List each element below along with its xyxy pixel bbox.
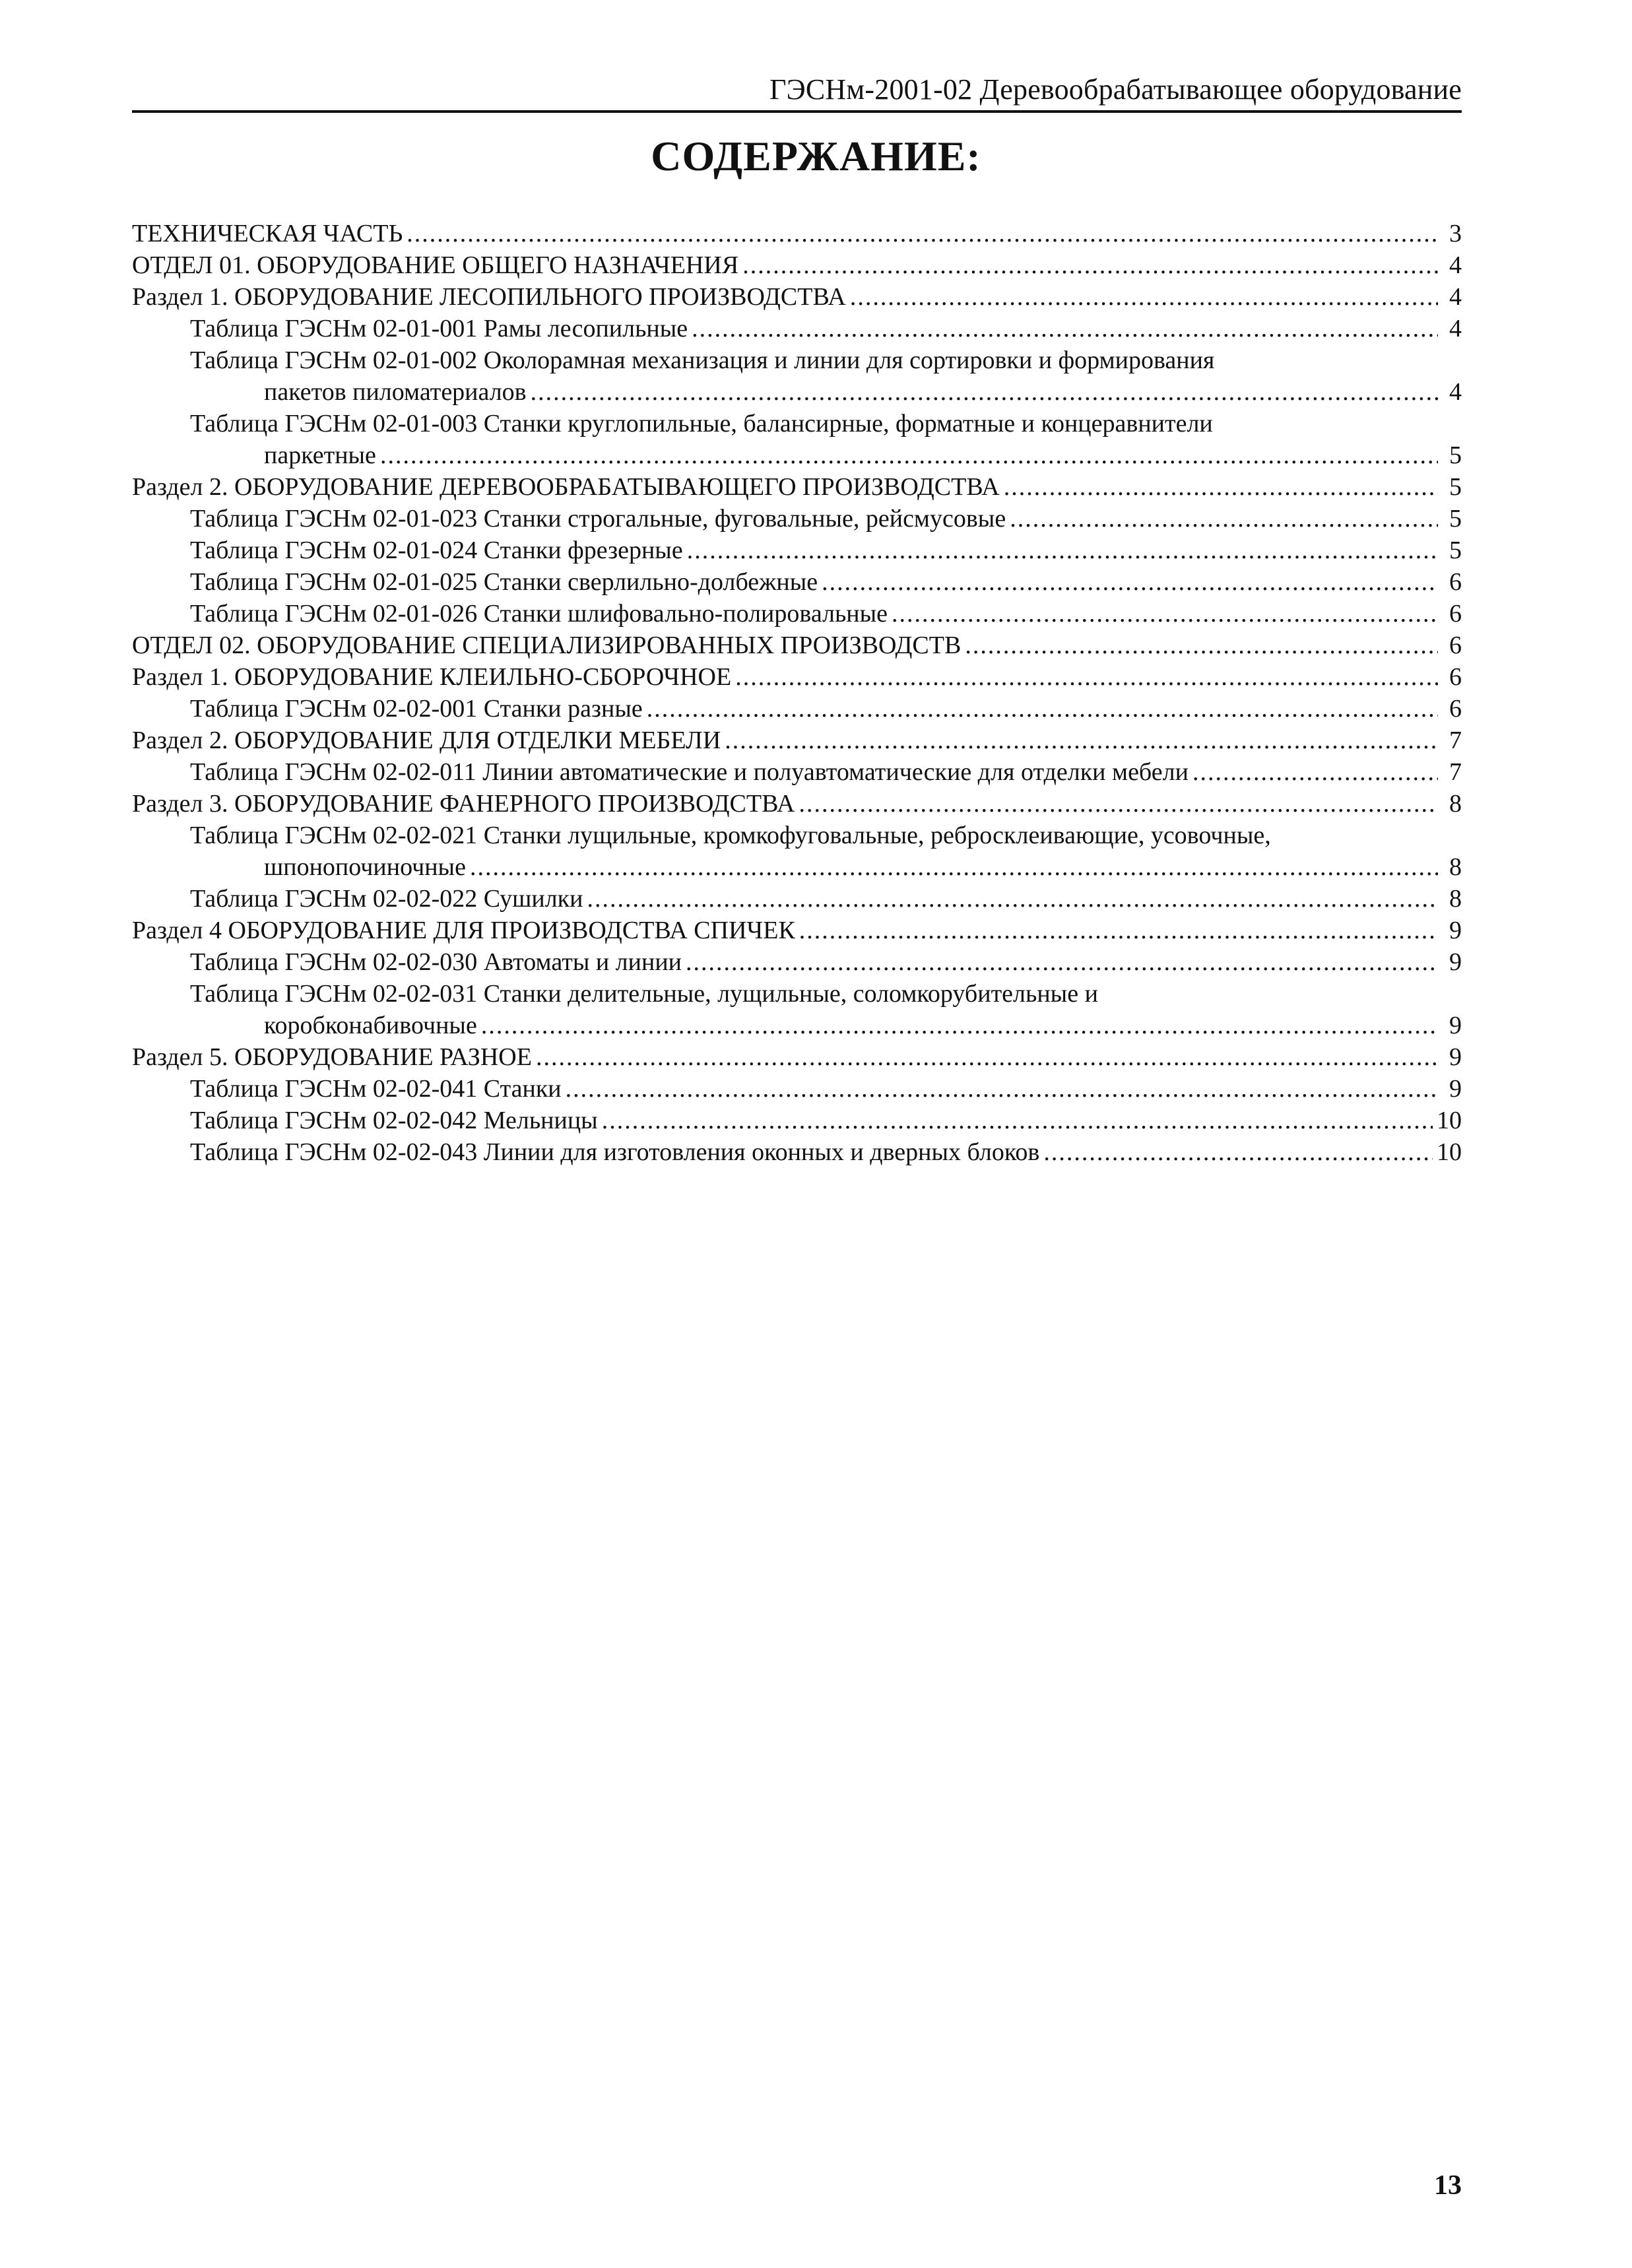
toc-entry-table-02-02-011[interactable] <box>132 756 1462 788</box>
toc-entry-table-02-02-001[interactable] <box>132 693 1462 725</box>
toc-entry-label: Таблица ГЭСНм 02-01-026 Станки шлифовально-полировальные <box>190 600 888 628</box>
toc-entry-label-line2: пакетов пиломатериалов <box>264 378 527 406</box>
toc-entry-label-line2: коробконабивочные <box>264 1012 477 1039</box>
toc-entry-label: ОТДЕЛ 01. ОБОРУДОВАНИЕ ОБЩЕГО НАЗНАЧЕНИЯ <box>132 251 739 279</box>
toc-entry-page: 5 <box>1449 536 1462 564</box>
dot-leader <box>1043 1136 1433 1163</box>
toc-entry-table-02-01-003[interactable] <box>132 408 1462 471</box>
toc-entry-table-02-02-031[interactable] <box>132 978 1462 1041</box>
toc-entry-label: Таблица ГЭСНм 02-01-025 Станки сверлильно-долбежные <box>190 568 818 596</box>
toc-entry-label: Раздел 5. ОБОРУДОВАНИЕ РАЗНОЕ <box>132 1043 532 1071</box>
dot-leader <box>725 725 1438 751</box>
dot-leader <box>686 946 1438 973</box>
toc-entry-table-02-01-024[interactable] <box>132 535 1462 566</box>
toc-entry-page: 4 <box>1449 251 1462 279</box>
toc-entry-label: Таблица ГЭСНм 02-02-001 Станки разные <box>190 695 643 723</box>
toc-entry-table-02-02-043[interactable] <box>132 1136 1462 1168</box>
dot-leader <box>799 788 1438 814</box>
toc-entry-page: 9 <box>1449 1043 1462 1071</box>
dot-leader <box>566 1073 1438 1099</box>
dot-leader <box>531 376 1438 403</box>
toc-entry-table-02-02-041[interactable] <box>132 1073 1462 1105</box>
toc-entry-table-02-02-042[interactable] <box>132 1105 1462 1136</box>
toc-entry-page: 4 <box>1449 315 1462 342</box>
toc-entry-label: Раздел 3. ОБОРУДОВАНИЕ ФАНЕРНОГО ПРОИЗВОДСТВА <box>132 790 795 818</box>
toc-entry-page: 6 <box>1449 600 1462 628</box>
toc-entry-label: Таблица ГЭСНм 02-02-022 Сушилки <box>190 885 583 913</box>
toc-entry-section-2-woodworking[interactable] <box>132 471 1462 503</box>
toc-entry-section-5-misc[interactable] <box>132 1041 1462 1073</box>
toc-entry-label: Раздел 1. ОБОРУДОВАНИЕ ЛЕСОПИЛЬНОГО ПРОИЗВОДСТВА <box>132 283 846 311</box>
toc-entry-page: 10 <box>1437 1138 1462 1166</box>
toc-entry-label: Таблица ГЭСНм 02-02-041 Станки <box>190 1075 562 1103</box>
toc-entry-section-2-furniture[interactable] <box>132 725 1462 756</box>
toc-entry-label: Таблица ГЭСНм 02-02-042 Мельницы <box>190 1107 598 1134</box>
toc-entry-label: ОТДЕЛ 02. ОБОРУДОВАНИЕ СПЕЦИАЛИЗИРОВАННЫХ ПРОИЗВОДСТВ <box>132 632 962 659</box>
toc-entry-page: 9 <box>1449 1012 1462 1039</box>
toc-entry-table-02-01-025[interactable] <box>132 566 1462 598</box>
toc-entry-table-02-01-002[interactable] <box>132 344 1462 408</box>
toc-entry-department-02[interactable] <box>132 630 1462 661</box>
toc-entry-page: 5 <box>1449 441 1462 469</box>
toc-entry-page: 4 <box>1449 378 1462 406</box>
running-header: ГЭСНм-2001-02 Деревообрабатывающее оборудование <box>769 73 1462 106</box>
toc-entry-page: 10 <box>1437 1107 1462 1134</box>
toc-entry-table-02-02-030[interactable] <box>132 946 1462 978</box>
toc-entry-label: Раздел 1. ОБОРУДОВАНИЕ КЛЕИЛЬНО-СБОРОЧНОЕ <box>132 663 732 691</box>
dot-leader <box>687 535 1438 561</box>
toc-entry-label: Таблица ГЭСНм 02-02-011 Линии автоматические и полуавтоматические для отделки мебели <box>190 758 1189 786</box>
toc-entry-page: 7 <box>1449 727 1462 754</box>
toc-entry-page: 6 <box>1449 568 1462 596</box>
toc-entry-table-02-02-021[interactable] <box>132 820 1462 883</box>
page-number: 13 <box>1434 2170 1462 2201</box>
table-of-contents <box>132 218 1462 1168</box>
toc-entry-label-line1: Таблица ГЭСНм 02-02-031 Станки делительные, лущильные, соломкорубительные и <box>190 980 1098 1008</box>
toc-entry-section-4-matches[interactable] <box>132 915 1462 946</box>
toc-entry-label-line2: шпонопочиночные <box>264 853 466 881</box>
toc-entry-label-line2: паркетные <box>264 441 376 469</box>
toc-entry-page: 5 <box>1449 473 1462 501</box>
dot-leader <box>799 915 1438 941</box>
page-title: СОДЕРЖАНИЕ: <box>651 133 981 179</box>
toc-entry-table-02-01-026[interactable] <box>132 598 1462 630</box>
toc-entry-page: 5 <box>1449 505 1462 533</box>
dot-leader <box>822 566 1438 593</box>
toc-entry-page: 3 <box>1449 220 1462 247</box>
toc-entry-page: 9 <box>1449 917 1462 944</box>
dot-leader <box>1004 471 1438 498</box>
toc-entry-technical-part[interactable] <box>132 218 1462 249</box>
toc-entry-label-line1: Таблица ГЭСНм 02-01-002 Околорамная механизация и линии для сортировки и формирования <box>190 346 1215 374</box>
dot-leader <box>536 1041 1438 1068</box>
toc-entry-section-3-plywood[interactable] <box>132 788 1462 820</box>
toc-entry-page: 8 <box>1449 790 1462 818</box>
dot-leader <box>407 218 1438 244</box>
toc-entry-page: 8 <box>1449 885 1462 913</box>
toc-entry-page: 8 <box>1449 853 1462 881</box>
toc-entry-label: Таблица ГЭСНм 02-02-043 Линии для изготовления оконных и дверных блоков <box>190 1138 1040 1166</box>
dot-leader <box>602 1105 1433 1131</box>
dot-leader <box>735 661 1438 688</box>
toc-entry-table-02-01-001[interactable] <box>132 313 1462 344</box>
toc-entry-label: ТЕХНИЧЕСКАЯ ЧАСТЬ <box>132 220 403 247</box>
dot-leader <box>1010 503 1438 529</box>
toc-entry-label: Таблица ГЭСНм 02-01-023 Станки строгальные, фуговальные, рейсмусовые <box>190 505 1006 533</box>
toc-entry-label: Таблица ГЭСНм 02-02-030 Автоматы и линии <box>190 948 682 976</box>
dot-leader <box>850 281 1438 308</box>
toc-entry-page: 9 <box>1449 1075 1462 1103</box>
toc-entry-page: 9 <box>1449 948 1462 976</box>
dot-leader <box>742 249 1438 276</box>
toc-entry-page: 6 <box>1449 632 1462 659</box>
toc-entry-label-line1: Таблица ГЭСНм 02-02-021 Станки лущильные, кромкофуговальные, ребросклеивающие, усовочные, <box>190 822 1271 849</box>
dot-leader <box>470 851 1438 878</box>
toc-entry-label: Раздел 2. ОБОРУДОВАНИЕ ДЕРЕВООБРАБАТЫВАЮЩЕГО ПРОИЗВОДСТВА <box>132 473 1000 501</box>
toc-entry-label: Таблица ГЭСНм 02-01-024 Станки фрезерные <box>190 536 683 564</box>
dot-leader <box>587 883 1438 909</box>
toc-entry-page: 6 <box>1449 663 1462 691</box>
toc-entry-page: 4 <box>1449 283 1462 311</box>
dot-leader <box>647 693 1438 719</box>
toc-entry-page: 6 <box>1449 695 1462 723</box>
dot-leader <box>1192 756 1438 783</box>
dot-leader <box>965 630 1438 656</box>
toc-entry-label-line1: Таблица ГЭСНм 02-01-003 Станки круглопильные, балансирные, форматные и концеравнители <box>190 410 1213 437</box>
dot-leader <box>380 439 1438 466</box>
toc-entry-section-1-sawmill[interactable] <box>132 281 1462 313</box>
toc-entry-label: Раздел 2. ОБОРУДОВАНИЕ ДЛЯ ОТДЕЛКИ МЕБЕЛИ <box>132 727 721 754</box>
header-rule <box>132 110 1462 113</box>
toc-entry-label: Раздел 4 ОБОРУДОВАНИЕ ДЛЯ ПРОИЗВОДСТВА СПИЧЕК <box>132 917 795 944</box>
toc-entry-department-01[interactable] <box>132 249 1462 281</box>
toc-entry-page: 7 <box>1449 758 1462 786</box>
toc-entry-table-02-01-023[interactable] <box>132 503 1462 535</box>
toc-entry-label: Таблица ГЭСНм 02-01-001 Рамы лесопильные <box>190 315 688 342</box>
toc-entry-section-1-gluing[interactable] <box>132 661 1462 693</box>
dot-leader <box>481 1010 1438 1036</box>
dot-leader <box>892 598 1438 624</box>
toc-entry-table-02-02-022[interactable] <box>132 883 1462 915</box>
dot-leader <box>692 313 1438 339</box>
